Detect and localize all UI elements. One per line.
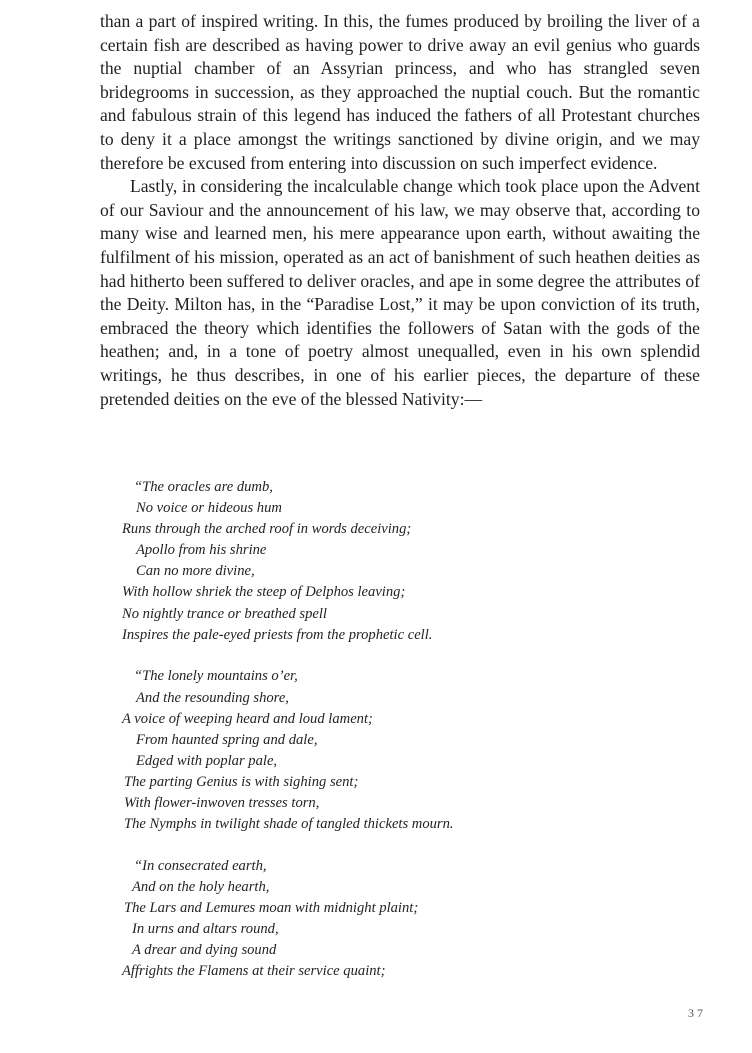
poem-line: A voice of weeping heard and loud lament; xyxy=(122,710,373,727)
poem-line: And on the holy hearth, xyxy=(132,878,270,895)
poem-line: And the resounding shore, xyxy=(136,689,289,706)
poem-line: Can no more divine, xyxy=(136,563,255,580)
page-number: 37 xyxy=(688,1006,706,1020)
poem-line: With flower-inwoven tresses torn, xyxy=(124,795,320,811)
poem-line: “The oracles are dumb, xyxy=(134,479,273,495)
poem-line: Edged with poplar pale, xyxy=(136,752,278,769)
poem-line: The Nymphs in twilight shade of tangled thickets mourn. xyxy=(124,816,454,833)
poem-quotation xyxy=(122,477,702,982)
poem-line: In urns and altars round, xyxy=(132,921,279,938)
poem-line: No nightly trance or breathed spell xyxy=(122,605,327,622)
poem-line: With hollow shriek the steep of Delphos leaving; xyxy=(122,584,406,601)
poem-stanza-2 xyxy=(122,666,702,835)
prose-body xyxy=(100,10,700,411)
poem-line: The parting Genius is with sighing sent; xyxy=(124,773,359,790)
poem-line: “The lonely mountains o’er, xyxy=(134,668,298,685)
poem-line: “In consecrated earth, xyxy=(134,857,267,874)
poem-line: The Lars and Lemures moan with midnight plaint; xyxy=(124,900,419,917)
poem-line: Inspires the pale-eyed priests from the prophetic cell. xyxy=(122,626,433,643)
poem-line: No voice or hideous hum xyxy=(136,500,282,517)
poem-line: Runs through the arched roof in words deceiving; xyxy=(122,521,412,538)
poem-stanza-1 xyxy=(122,477,702,646)
poem-line: Apollo from his shrine xyxy=(136,542,267,559)
poem-line: From haunted spring and dale, xyxy=(136,731,318,748)
poem-line: Affrights the Flamens at their service quaint; xyxy=(122,963,386,980)
paragraph-lastly: Lastly, in considering the incalculable change which took place upon the Advent of our Saviour and the announcement of his law, we may observe that, according to many wise and learned men, his mere appearance upon earth, without awaiting the fulfilment of his mission, operated as an act of banishment of such heathen deities as had hitherto been suffered to deliver oracles, and ape in some degree the attributes of the Deity. Milton has, in the “Paradise Lost,” it may be upon conviction of its truth, embraced the theory which identifies the followers of Satan with the gods of the heathen; and, in a tone of poetry almost unequalled, even in his own splendid writings, he thus describes, in one of his earlier pieces, the departure of these pretended deities on the eve of the blessed Nativity:— xyxy=(100,176,700,409)
poem-stanza-3 xyxy=(122,856,702,983)
poem-line: A drear and dying sound xyxy=(132,942,277,959)
paragraph-continued: than a part of inspired writing. In this, the fumes produced by broiling the liver of a certain fish are described as having power to drive away an evil genius who guards the nuptial chamber of an Assyrian princess, and who has strangled seven bridegrooms in succession, as they approached the nuptial couch. But the romantic and fabulous strain of this legend has induced the fathers of all Protestant churches to deny it a place amongst the writings sanctioned by divine origin, and we may therefore be excused from entering into discussion on such imperfect evidence. xyxy=(100,11,700,173)
